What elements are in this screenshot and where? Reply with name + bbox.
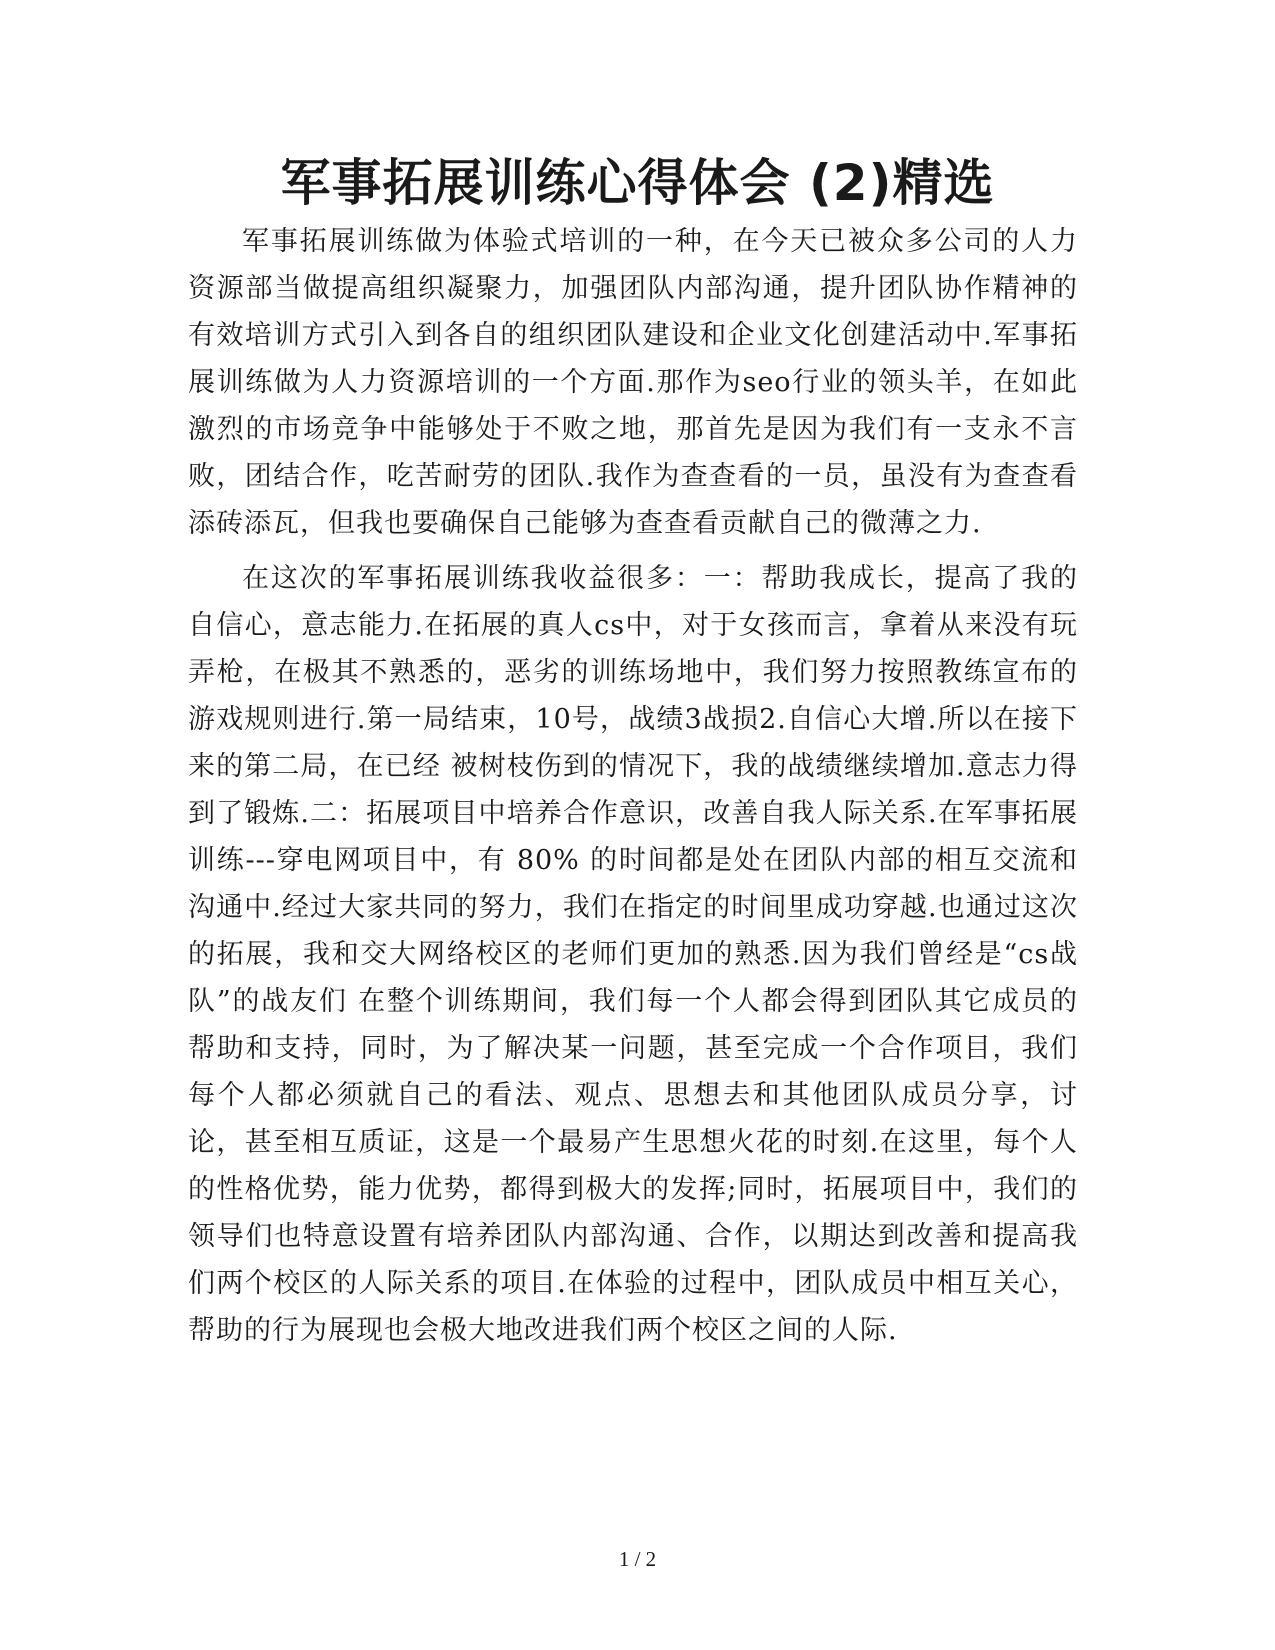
paragraph-1: 军事拓展训练做为体验式培训的一种，在今天已被众多公司的人力资源部当做提高组织凝聚力，加强团队内部沟通，提升团队协作精神的有效培训方式引入到各自的组织团队建设和企业文化创建活动中.军事拓展训练做为人力资源培训的一个方面.那作为seo行业的领头羊，在如此激烈的市场竞争中能够处于不败之地，那首先是因为我们有一支永不言败，团结合作，吃苦耐劳的团队.我作为查查看的一员，虽没有为查查看添砖添瓦，但我也要确保自己能够为查查看贡献自己的微薄之力. xyxy=(188,226,1078,539)
document-title: 军事拓展训练心得体会 (2)精选 xyxy=(280,154,995,212)
paragraph-2: 在这次的军事拓展训练我收益很多：一：帮助我成长，提高了我的自信心，意志能力.在拓展的真人cs中，对于女孩而言，拿着从来没有玩弄枪，在极其不熟悉的，恶劣的训练场地中，我们努力按照教练宣布的游戏规则进行.第一局结束，10号，战绩3战损2.自信心大增.所以在接下来的第二局，在已经 被树枝伤到的情况下，我的战绩继续增加.意志力得到了锻炼.二：拓展项目中培养合作意识，改善自我人际关系.在军事拓展训练---穿电网项目中，有 80% 的时间都是处在团队内部的相互交流和沟通中.经过大家共同的努力，我们在指定的时间里成功穿越.也通过这次的拓展，我和交大网络校区的老师们更加的熟悉.因为我们曾经是“cs战队”的战友们 在整个训练期间，我们每一个人都会得到团队其它成员的帮助和支持，同时，为了解决某一问题，甚至完成一个合作项目，我们每个人都必须就自己的看法、观点、思想去和其他团队成员分享，讨论，甚至相互质证，这是一个最易产生思想火花的时刻.在这里，每个人的性格优势，能力优势，都得到极大的发挥;同时，拓展项目中，我们的领导们也特意设置有培养团队内部沟通、合作，以期达到改善和提高我们两个校区的人际关系的项目.在体验的过程中，团队成员中相互关心，帮助的行为展现也会极大地改进我们两个校区之间的人际. xyxy=(188,563,1078,1346)
document-body xyxy=(188,218,1078,1362)
page-number: 1 / 2 xyxy=(618,1547,657,1571)
